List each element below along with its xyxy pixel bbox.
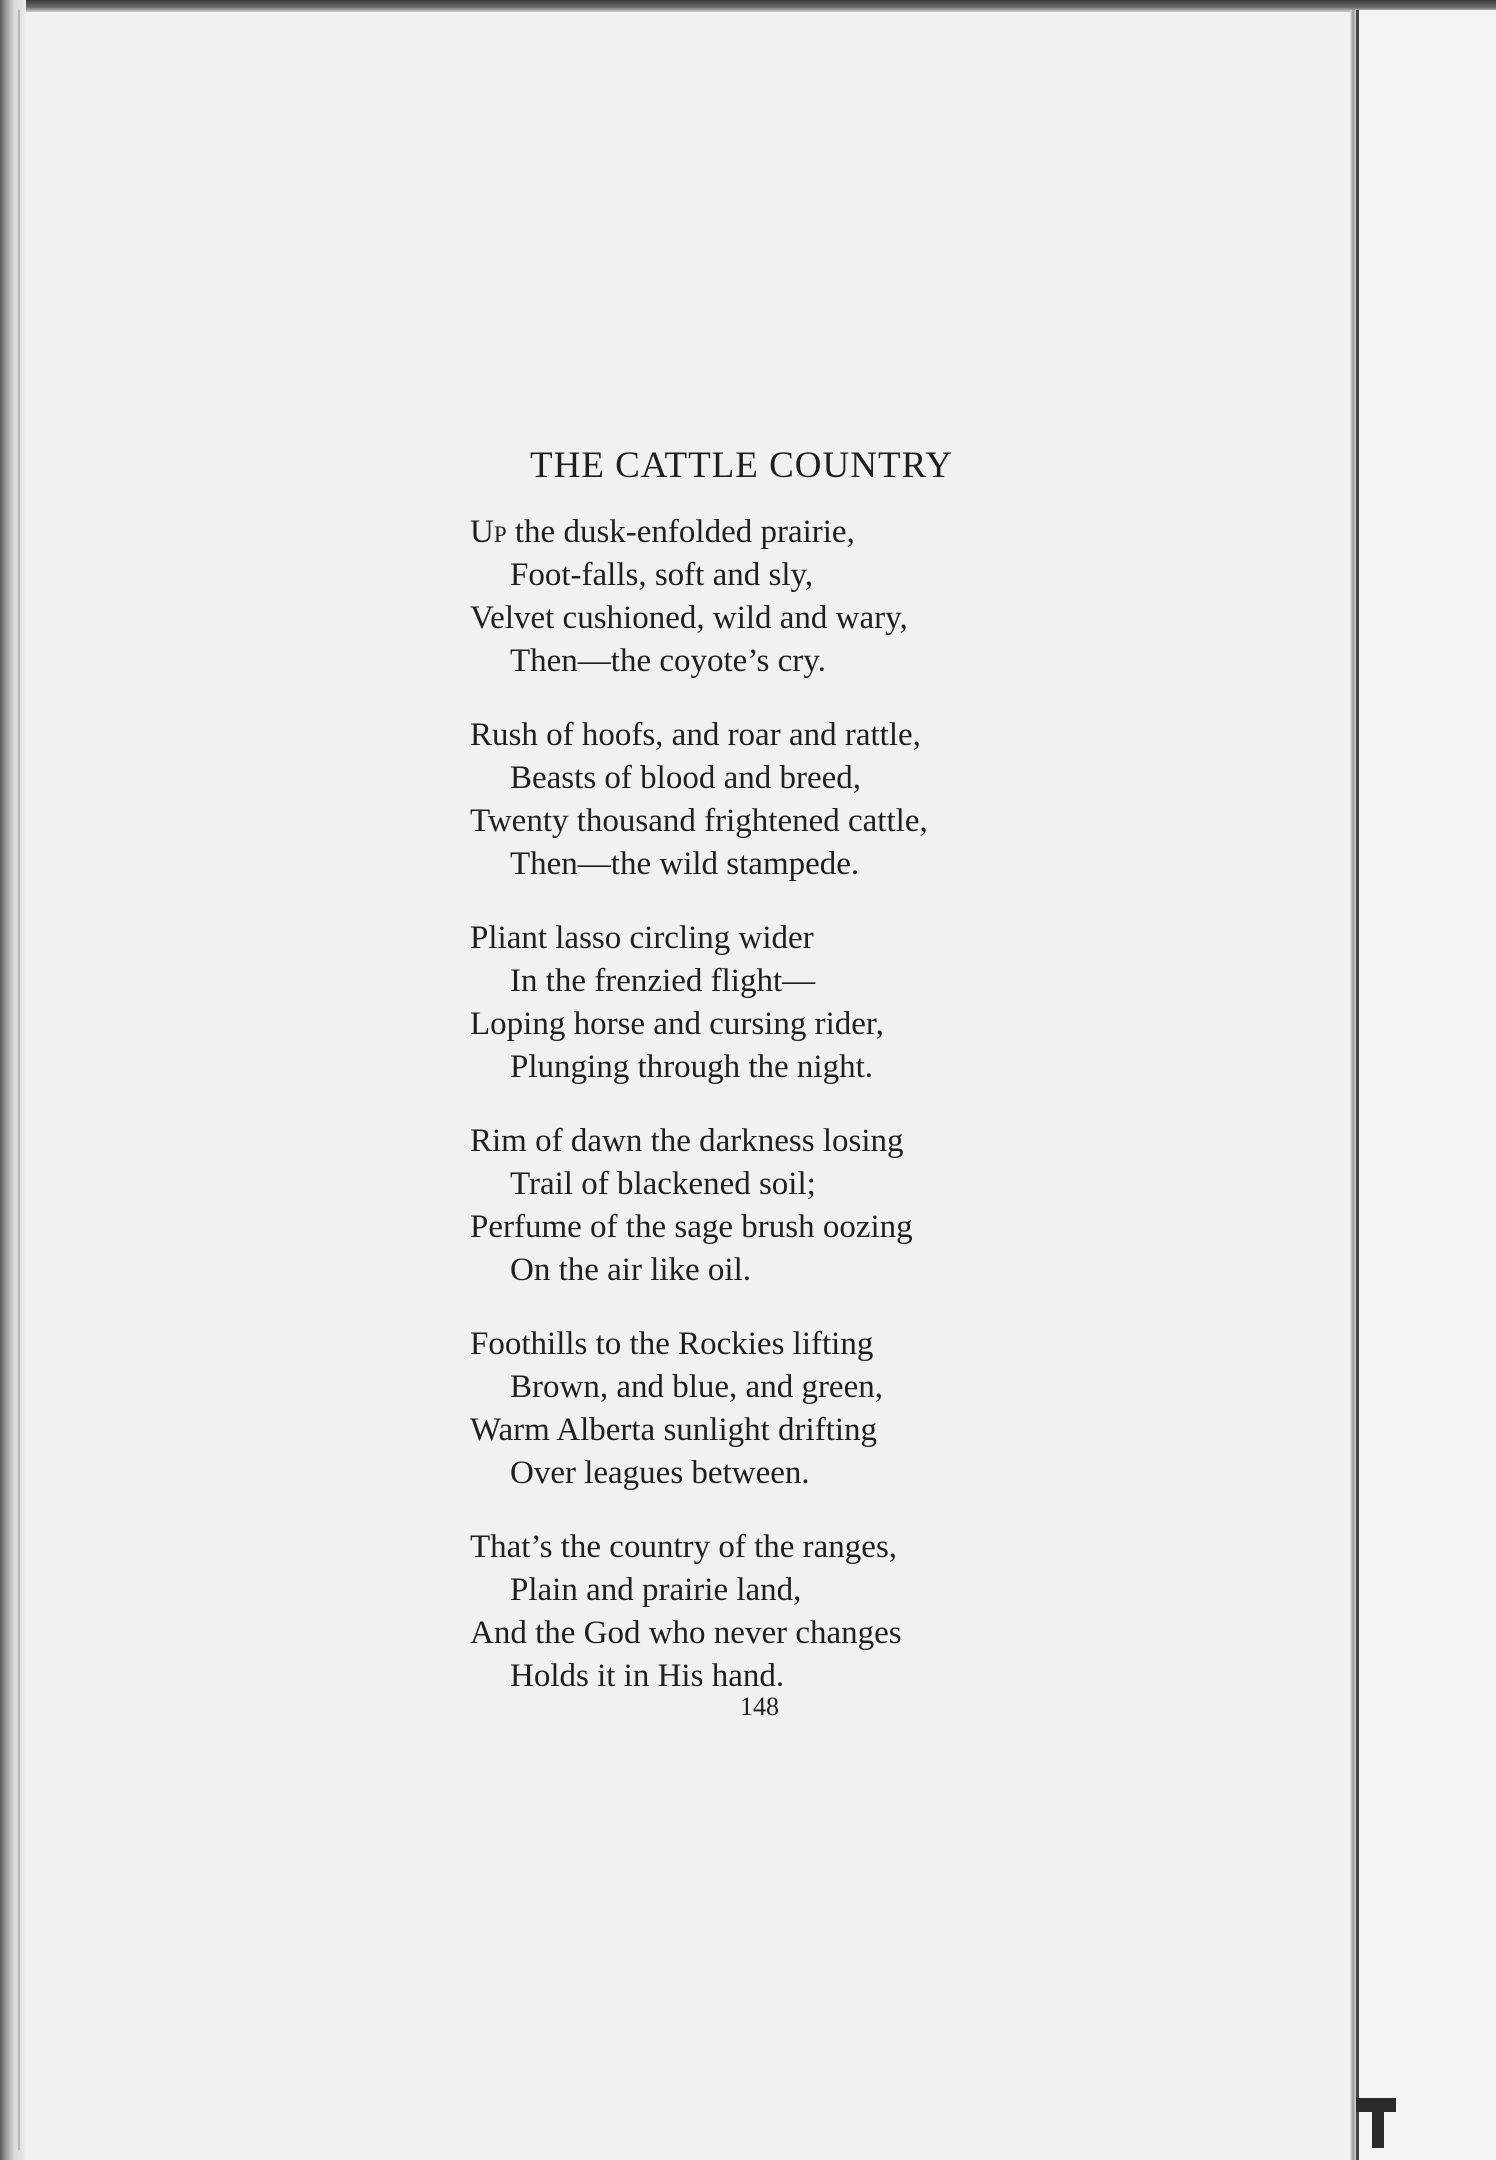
poem-line: Beasts of blood and breed, bbox=[510, 760, 861, 796]
poem-line: That’s the country of the ranges, bbox=[470, 1529, 898, 1565]
poem-line: Warm Alberta sunlight drifting bbox=[470, 1412, 878, 1448]
poem-line: Rush of hoofs, and roar and rattle, bbox=[470, 717, 921, 753]
stanza-5 bbox=[470, 1323, 1110, 1495]
poem-line: Foot-falls, soft and sly, bbox=[510, 557, 814, 593]
poem-line: Rim of dawn the darkness losing bbox=[470, 1123, 904, 1159]
poem-line: Then—the wild stampede. bbox=[510, 846, 860, 882]
poem-line: Foothills to the Rockies lifting bbox=[470, 1326, 874, 1362]
line-text: the dusk-enfolded prairie, bbox=[514, 514, 855, 550]
poem-line: Twenty thousand frightened cattle, bbox=[470, 803, 928, 839]
poem-line: Plunging through the night. bbox=[510, 1049, 873, 1085]
poem-line: Holds it in His hand. bbox=[510, 1658, 785, 1694]
poem bbox=[470, 444, 1110, 1729]
poem-line: Over leagues between. bbox=[510, 1455, 810, 1491]
poem-line: Trail of blackened soil; bbox=[510, 1166, 816, 1202]
poem-line: Pliant lasso circling wider bbox=[470, 920, 814, 956]
poem-line: Then—the coyote’s cry. bbox=[510, 643, 826, 679]
next-page-sliver bbox=[1359, 10, 1496, 2160]
stanza-1 bbox=[470, 511, 1110, 683]
page-number: 148 bbox=[740, 1692, 779, 1721]
stanza-4 bbox=[470, 1120, 1110, 1292]
poem-line: Plain and prairie land, bbox=[510, 1572, 802, 1608]
poem-line: And the God who never changes bbox=[470, 1615, 902, 1651]
poem-line: Perfume of the sage brush oozing bbox=[470, 1209, 913, 1245]
stanza-6 bbox=[470, 1526, 1110, 1698]
poem-line bbox=[470, 511, 1110, 554]
stanza-3 bbox=[470, 917, 1110, 1089]
first-word: Up bbox=[470, 514, 507, 550]
stanza-2 bbox=[470, 714, 1110, 886]
poem-title: THE CATTLE COUNTRY bbox=[530, 445, 953, 486]
scan-left-gutter bbox=[0, 0, 26, 2160]
scan-top-border bbox=[0, 0, 1496, 12]
poem-line: On the air like oil. bbox=[510, 1252, 752, 1288]
poem-line: In the frenzied flight— bbox=[510, 963, 816, 999]
poem-line: Velvet cushioned, wild and wary, bbox=[470, 600, 908, 636]
book-spine-edge bbox=[18, 10, 20, 2150]
poem-line: Brown, and blue, and green, bbox=[510, 1369, 883, 1405]
corner-mark-vertical bbox=[1372, 2098, 1384, 2148]
poem-line: Loping horse and cursing rider, bbox=[470, 1006, 884, 1042]
